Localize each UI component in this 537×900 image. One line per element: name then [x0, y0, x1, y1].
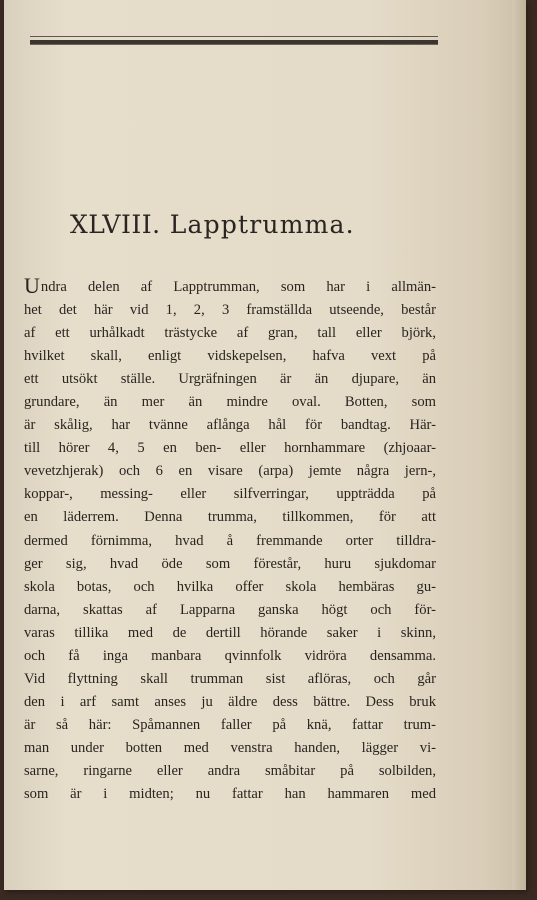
text-line: skola botas, och hvilka offer skola hembäras gu- [24, 578, 436, 595]
text-line: af ett urhålkadt trästycke af gran, tall eller björk, [24, 325, 436, 342]
book-page [4, 0, 526, 890]
text-line: och få inga manbara qvinnfolk vidröra densamma. [24, 647, 436, 664]
text-line: en läderrem. Denna trumma, tillkommen, för att [24, 509, 436, 526]
text-line: den i arf samt anses ju äldre dess bättre. Dess bruk [24, 693, 436, 710]
first-line-text: ndra delen af Lapptrumman, som har i allmän- [40, 279, 436, 295]
text-line: ger sig, hvad öde som förestår, huru sjukdomar [24, 555, 436, 572]
text-line: darna, skattas af Lapparna ganska högt och för- [24, 601, 436, 618]
chapter-title: Lapptrumma. [169, 210, 355, 239]
text-line: är så här: Spåmannen faller på knä, fattar trum- [24, 716, 436, 733]
text-line: het det här vid 1, 2, 3 framställda utseende, består [24, 302, 436, 319]
text-line [24, 276, 436, 299]
text-line: som är i midten; nu fattar han hammaren med [24, 786, 436, 803]
text-line: man under botten med venstra handen, lägger vi- [24, 739, 436, 756]
text-line: är skålig, har tvänne aflånga hål för bandtag. Här- [24, 417, 436, 434]
text-line: grundare, än mer än mindre oval. Botten, som [24, 394, 436, 411]
text-line: koppar-, messing- eller silfverringar, uppträdda på [24, 486, 436, 503]
chapter-number: XLVIII. [70, 210, 161, 239]
text-line: vevetzhjerak) och 6 en visare (arpa) jemte några jern-, [24, 463, 436, 480]
text-line: Vid flyttning skall trumman sist aflöras, och går [24, 670, 436, 687]
header-rule-thin [30, 36, 438, 37]
text-line: hvilket skall, enligt vidskepelsen, hafva vext på [24, 348, 436, 365]
text-line: sarne, ringarne eller andra småbitar på solbilden, [24, 762, 436, 779]
text-line: ett utsökt ställe. Urgräfningen är än djupare, än [24, 371, 436, 388]
page-edge [512, 0, 526, 890]
body-text [24, 276, 436, 806]
text-line: varas tillika med de dertill hörande saker i skinn, [24, 624, 436, 641]
text-line: till hörer 4, 5 en ben- eller hornhammare (zhjoaar- [24, 440, 436, 457]
header-rule [30, 40, 438, 45]
chapter-heading [70, 210, 410, 239]
initial-letter: U [24, 276, 40, 298]
text-line: dermed förnimma, hvad å fremmande orter tilldra- [24, 532, 436, 549]
